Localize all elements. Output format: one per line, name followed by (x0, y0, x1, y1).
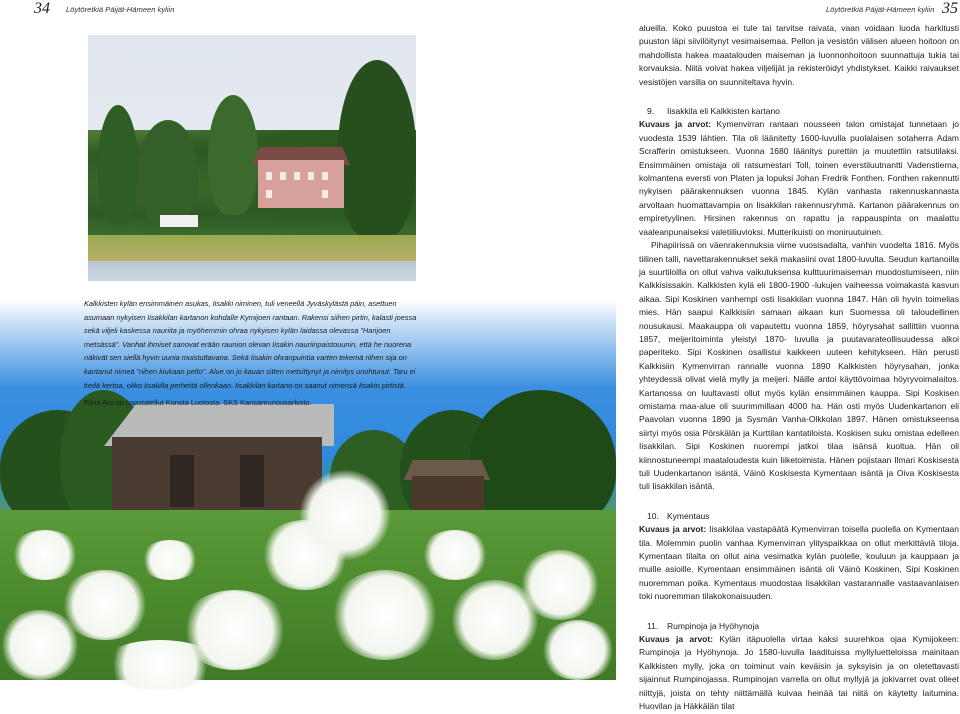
running-title-left: Löytöretkiä Päijät-Hämeen kyliin (66, 5, 175, 14)
section-9-number: 9. (647, 106, 655, 117)
hut (412, 476, 484, 510)
section-11-paragraph (639, 633, 959, 713)
section-10-paragraph (639, 523, 959, 603)
intro-paragraph: alueilla. Koko puustoa ei tule tai tarvitse raivata, vaan voidaan luoda harkitusti puuston läpi siivilöitynyt vesimaisemaa. Pellon ja vesistön välisen alueen hoitoon on mahdollista hakea maatalouden maiseman ja luonnonhoitoon suunnattuja tukia tai korvauksia. Niitä voivat hakea viljelijät ja rekisteröidyt yhdistykset. Kaikki raivaukset vesistöjen varsilla on suunniteltava hyvin. (639, 23, 959, 87)
page-number-left: 34 (34, 0, 50, 17)
section-9-paragraph-1 (639, 118, 959, 239)
section-11-label: Kuvaus ja arvot: (639, 634, 714, 645)
section-9-label: Kuvaus ja arvot: (639, 119, 712, 130)
section-10-text: Iisakkilaa vastapäätä Kymenvirran toisella puolella on Kymentaan tila. Molemmin puolin vanhaa Kymenvirran ylityspaikkaa on ollut merkittäviä tiloja. Kymentaan tilalta on ollut aina vesimatka kylän puolelle, kouluun ja kauppaan ja muille asioille. Kymentaan ensimmäinen isäntä oli Väinö Koskinen, Sipi Koskinen nuoremman poika. Kymentaus muodostaa Iisakkilan vastarannalle vastaavanlaisen toki nuoremman tilakokonaisuuden. (639, 524, 959, 602)
photo-caption (84, 297, 420, 410)
page-number-right: 35 (942, 0, 958, 17)
section-9-title: Iisakkila eli Kalkkisten kartano (667, 106, 780, 117)
meadow (0, 510, 616, 680)
section-9-paragraph-2: Pihapiirissä on väenrakennuksia viime vuosisadalta, vanhin vuodelta 1816. Myös tiilinen talli, navettarakennukset sekä makasiini ovat 1800-luvulta. Seudun kartanoilla ja suurtiloilla on ollut vahva vaikutuksensa kulttuurimaiseman muodostumiseen, niin Kalkkisissakin. Kalkkisten kylä eli 1800-1900 -lukujen vaiheessa voimakasta kasvun aikaa. Sipi Koskinen vanhempi osti Iisakkilan vuonna 1847. Hän oli hyvin toimelias mies. Hän saapui Kalkkisiin samaan aikaan kun Suomessa oli taloudellinen nousukausi. Maakauppa oli vapautettu vuonna 1859, höyrysahat sallittiin vuonna 1857, meijeritoiminta yleistyi 1870- luvulla ja puutavarateollisuudessa alkoi paperiteko. Sipi Koskinen osallistui kaikkeen uuteen kehitykseen. Hän perusti Kalkkisiin Kymenvirran rannalle vuonna 1890 Kalkkisten höyrysahan, jonka yhteydessä olivat vielä mylly ja meijeri. Näille antoi käyttövoimaa höyryvoimalaitos. Kartanossa on luultavasti ollut myös kylän ensimmäinen kauppa. Sipi Koskisen omistama maa-alue oli suurimmillaan 4000 ha. Hän osti myös Uudenkartanon eli Paavolan vuonna 1890 ja Sysmän Vanha-Olkkolan 1897. Hänen omistukseensa siirtyi myös osia Pörskälän ja Kurttilan kantatiloista. Koskisen suku omistaa edelleen Iisakkilan. Sipi Koskinen nuorempi jatkoi tilaa isänsä kuoltua. Hän oli kiinnostuneempi maataloudesta kuin liiketoimista. Hänen pojistaan Ilmari Koskisesta tuli Uudenkartanon isäntä, Väinö Koskisesta Kymentaan isäntä ja Oiva Koskisesta tuli Iisakkilan isäntä. (639, 240, 959, 492)
caption-credit: Elina Aro on haastatellut Konsta Luotosta. SKS Kansanrunousarkisto. (84, 398, 312, 408)
section-11-title: Rumpinoja ja Hyöhynoja (667, 620, 760, 631)
section-10-title: Kymentaus (667, 510, 710, 521)
section-11-text: Kylän itäpuolella virtaa kaksi suurehkoa ojaa Kymijokeen: Rumpinoja ja Hyöhynoja. Jo 1580-luvulla laadituissa myllyluetteloissa mainitaan Kalkkisten mylly, joka on toiminut vain keväisin ja syksyisin ja on oletettavasti sijainnut Rumpinojassa. Rumpinojan varrella on ollut myllyjä ja jokivarret ovat olleet niittyjä, joista on tehty niittämällä kuivaa heinää tai niitä on käytetty laitumina. Huovilan ja Häkkälän tilat (639, 634, 959, 712)
manor-photo (88, 35, 416, 281)
right-page-text (639, 22, 959, 714)
section-11-number: 11. (647, 620, 659, 631)
section-11-heading (639, 620, 959, 633)
section-10-number: 10. (647, 510, 659, 521)
section-9-text-1: Kymenvirran rantaan nousseen talon omistajat tunnetaan jo vuodesta 1539 lähtien. Tila oli läänitetty 1600-luvulla puolalaisen sotaherra Adam Scrafferin omistukseen. Vuonna 1680 läänitys purettiin ja muutettiin ratsutilaksi. Ensimmäinen omistaja oli ratsumestari Toll, toinen everstiluutnantti Vadenstierna, kolmantena eversti von Platen ja lopuksi Johan Fredrik Fonthen. Fonthen rakennutti nykyisen päärakennuksen vuonna 1845. Kylän vanhasta rakennuskannasta arvoltaan huomattavampia on Iisakkilan rakennusryhmä. Kartanon päärakennus on empiretyylinen. Hirsinen rakennus on rapattu ja rappauspinta on maalattu vaaleanpunaiseksi valetiiliuvioksi. Mutterikuisti on moniruutuinen. (639, 119, 959, 237)
barn (112, 437, 322, 511)
section-10-heading (639, 510, 959, 523)
section-9-heading (639, 105, 959, 118)
running-title-right: Löytöretkiä Päijät-Hämeen kyliin (826, 5, 935, 14)
section-10-label: Kuvaus ja arvot: (639, 524, 707, 535)
caption-text: Kalkkisten kylän ensimmäinen asukas, Iisakki niminen, tuli veneellä Jyväskylästä päin, asettuen asumaan nykyisen Iisakkilan kartanon kohdalle Kymijoen rantaan. Rakensi siihen pirtin, kalasti joessa sekä viljeli kaskessa nauriita ja myöhemmin ohraa nykyisen kylän laidassa olevassa ”Hanjoen metsässä”. Vanhat ihmiset sanovat erään raunion olevan Iisakin nauriinpaistouunin, että he nuorena näkivät sen siellä hyvin uunia muistuttavana. Sekä Iisakin ohranpuintia varten tekemä riihen sija on kantanut nimeä ”riihen kiukaan pelto”. Alue on jo kauan sitten metsittynyt ja nimitys unohtunut. Taru ei tiedä kertoa, oliko Iisakilla perhettä ollenkaan. Iisakkilan kartano on saanut nimensä Iisakin pirtistä. (84, 299, 417, 390)
